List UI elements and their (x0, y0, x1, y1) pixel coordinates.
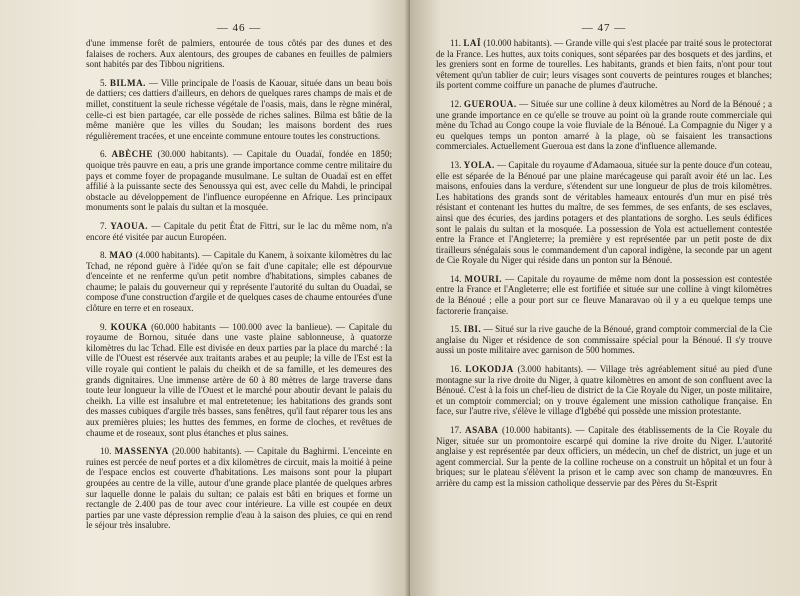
entry-number: 13. (450, 159, 462, 170)
entry-number: 10. (100, 446, 112, 457)
entry-name: MASSENYA (114, 446, 169, 457)
entry-text: — Situé sur la rive gauche de la Bénoué, grand comptoir commercial de la Cie anglaise du Niger et résidence de son commissaire spécial pour la Bénoué. Il s'y trouve aussi un poste militaire avec garnison de 500 hommes. (436, 324, 772, 356)
entry-name: BILMA. (109, 77, 146, 88)
entry-text: (4.000 habitants). — Capitale du Kanem, à soixante kilomètres du lac Tchad, ne répond guère à l'idée qu'on se fait d'une capitale; elle est dépourvue d'enceinte et ne renferme qu'un petit nombre d'habitations, simples cabanes de chaume; le palais du gouverneur qui y représente l'autorité du sultan du Ouadaï, se compose d'une construction d'argile et de quelques cases de chaume entourées d'une clôture en terre et en roseaux. (86, 250, 392, 314)
entry-number: 15. (450, 324, 462, 335)
entry-name: YOLA. (463, 159, 495, 170)
entry-abeche (86, 149, 392, 213)
entry-name: IBI. (463, 324, 482, 335)
entry-name: GUEROUA. (463, 98, 517, 109)
entry-name: LAÏ (463, 38, 482, 48)
entry-mao (86, 250, 392, 314)
entry-name: KOUKA (110, 321, 148, 332)
entry-number: 9. (100, 321, 107, 332)
continuation-paragraph: d'une immense forêt de palmiers, entourée de tous côtés par des dunes et des falaises de rochers. Aux alentours, des groupes de cabanes en feuilles de palmiers sont habités par des Tibbou nigritiens. (86, 38, 392, 70)
right-page (410, 0, 800, 596)
entry-number: 17. (450, 425, 462, 435)
entry-yaoua (86, 221, 392, 242)
entry-text: (20.000 habitants). — Capitale du Baghirmi. L'enceinte en ruines est percée de neuf portes et a dix kilomètres de circuit, mais la moitié à peine de l'espace enclos est couverte d'habitations. Les maisons sont pour la plupart groupées au centre de la ville, autour d'une grande place plantée de quelques arbres sur laquelle donne le palais du sultan; ce palais est bâti en briques et forme un rectangle de 2.400 pas de tour avec cour intérieure. La ville est coupée en deux parties par une vaste dépression remplie d'eau à la saison des pluies, ce qui en rend le séjour très insalubre. (86, 446, 392, 531)
entry-name: ASABA (465, 425, 499, 435)
entry-name: LOKODJA (465, 364, 514, 375)
entry-text: — Capitale du petit État de Fittri, sur le lac du même nom, n'a encore été visitée par aucun Européen. (86, 220, 392, 242)
entry-massenya (86, 446, 392, 531)
entry-name: ABÈCHE (111, 149, 153, 160)
left-entries (86, 78, 392, 531)
right-entries (436, 38, 772, 489)
entry-yola (436, 160, 772, 266)
entry-lokodja (436, 364, 772, 417)
entry-lai (436, 38, 772, 91)
entry-text: (30.000 habitants). — Capitale du Ouadaï, fondée en 1850; quoique très pauvre en eau, a pris une grande importance comme centre militaire du pays et comme foyer de propagande musulmane. Le sultan de Ouadaï est en effet affilié à la puissante secte des Senoussya qui est, avec celle du Mahdi, le principal obstacle au développement de l'influence européenne en Afrique. Les principaux monuments sont le palais du sultan et la mosquée. (86, 149, 392, 213)
entry-number: 5. (100, 77, 107, 88)
entry-text: (10.000 habitants). — Grande ville qui s'est placée par traité sous le protectorat de la France. Les huttes, aux toits coniques, sont séparées par des bosquets et des jardins, et les greniers sont en forme de tourelles. Les habitants, grands et bien faits, n'ont pour tout vêtement qu'un tablier de cuir; leurs visages sont couverts de peintures rouges et blanches; ils portent comme coiffure un panache de plumes d'autruche. (436, 38, 772, 91)
entry-text: — Capitale du royaume de même nom dont la possession est contestée entre la France et l'Angleterre; elle est fortifiée et située sur une colline à vingt kilomètres de la Bénoué ; elle a pour port sur ce fleuve Manaravao où il y a eu quelque temps une factorerie française. (436, 273, 772, 316)
entry-number: 12. (450, 98, 462, 109)
entry-text: — Située sur une colline à deux kilomètres au Nord de la Bénoué ; a une grande importance en ce qu'elle se trouve au point où la grande route commerciale qui mène du Tchad au Congo coupe la voie fluviale de la Bénoué. La Compagnie du Niger y a eu quelques temps un ponton amarré à la plage, où se faisaient les transactions commerciales. Actuellement Gueroua est dans la zone d'influence allemande. (436, 98, 772, 152)
entry-number: 11. (450, 38, 462, 48)
entry-kouka (86, 322, 392, 439)
entry-name: MAO (109, 250, 134, 261)
entry-text: (60.000 habitants — 100.000 avec la banlieue). — Capitale du royaume de Bornou, située dans une vaste plaine sablonneuse, à quatorze kilomètres du lac Tchad. Elle est divisée en deux parties par la place du marché : la ville de l'Ouest est réservée aux traitants arabes et au peuple; la ville de l'Est est la ville royale qui contient le palais du cheikh et de sa famille, et les demeures des grands dignitaires. Une immense artère de 60 à 80 mètres de large traverse dans toute leur longueur la ville de l'Ouest et le marché pour aboutir devant le palais du cheikh. La ville est insalubre et mal entretetenue; les habitations des grands sont des masses cubiques d'argile très basses, sans fenêtres, qu'il faut réparer tous les ans aux premières pluies; les huttes des femmes, en forme de cloches, et revêtues de chaume et de roseaux, sont plus étanches et plus saines. (86, 321, 393, 438)
entry-text: — Capitale du royaume d'Adamaoua, située sur la pente douce d'un coteau, elle est séparée de la Bénoué par une plaine marécageuse qui paraît avoir été un lac. Les maisons, enfouies dans la verdure, s'étendent sur une longueur de plus de trois kilomètres. Les habitations des grands sont de véritables hameaux entourés d'un mur en pisé très résistant et contenant les huttes du maître, de ses femmes, de ses enfants, de ses esclaves, ainsi que des écuries, des jardins potagers et des plantations de sorgho. Les seuls édifices sont le palais du sultan et la mosquée. La possession de Yola est actuellement contestée entre la France et l'Angleterre; la première y est représentée par un petit poste de dix tirailleurs sénégalais sous le commandement d'un caporal indigène, la seconde par un agent de Cie Royale du Niger qui réside dans un ponton sur la Bénoué. (436, 159, 772, 266)
entry-bilma (86, 78, 392, 142)
entry-gueroua (436, 99, 772, 152)
entry-text: — Ville principale de l'oasis de Kaouar, située dans un beau bois de dattiers; ces dattiers d'ailleurs, en dehors de quelques rares champs de maïs et de millet, constituent la seule richesse végétale de l'oasis, mais, dans le règne minéral, celle-ci est bien partagée, car elle possède de riches salines. Bilma est bâtie de la même manière que les villes du Soudan; les maisons bordent des rues régulièrement tracées, et une enceinte commune entoure toutes les constructions. (86, 77, 392, 141)
entry-ibi (436, 324, 772, 356)
entry-text: (10.000 habitants). — Capitale des établissements de la Cie Royale du Niger, située sur un promontoire escarpé qui domine la rive droite du Niger. L'autorité anglaise y est représentée par deux officiers, un médecin, un chef de district, un juge et un agent commercial. Sur la pente de la colline rocheuse on a construit un hôpital et un four à briques; sur le plateau s'élèvent la prison et le camp avec son champ de manœuvres. En arrière du camp est la mission catholique desservie par des Pères du St-Esprit (436, 425, 772, 488)
entry-text: (3.000 habitants). — Village très agréablement situé au pied d'une montagne sur la rive droite du Niger, à quatre kilomètres en amont de son confluent avec la Bénoué. C'est à la fois un chef-lieu de district de la Cie Royale du Niger, un poste militaire, et un comptoir commercial; on y trouve également une mission catholique française. En face, sur l'autre rive, s'élève le village d'Igbébé qui possède une mission protestante. (436, 364, 772, 417)
entry-number: 16. (450, 364, 462, 375)
entry-number: 14. (450, 273, 462, 284)
entry-number: 8. (100, 250, 107, 261)
entry-name: YAOUA. (110, 220, 148, 231)
page-number: — 46 — (216, 22, 262, 34)
entry-asaba (436, 425, 772, 489)
entry-name: MOURI. (464, 273, 503, 284)
page-number: — 47 — (581, 22, 627, 34)
entry-number: 7. (100, 220, 107, 231)
entry-number: 6. (100, 149, 107, 160)
entry-mouri (436, 274, 772, 316)
